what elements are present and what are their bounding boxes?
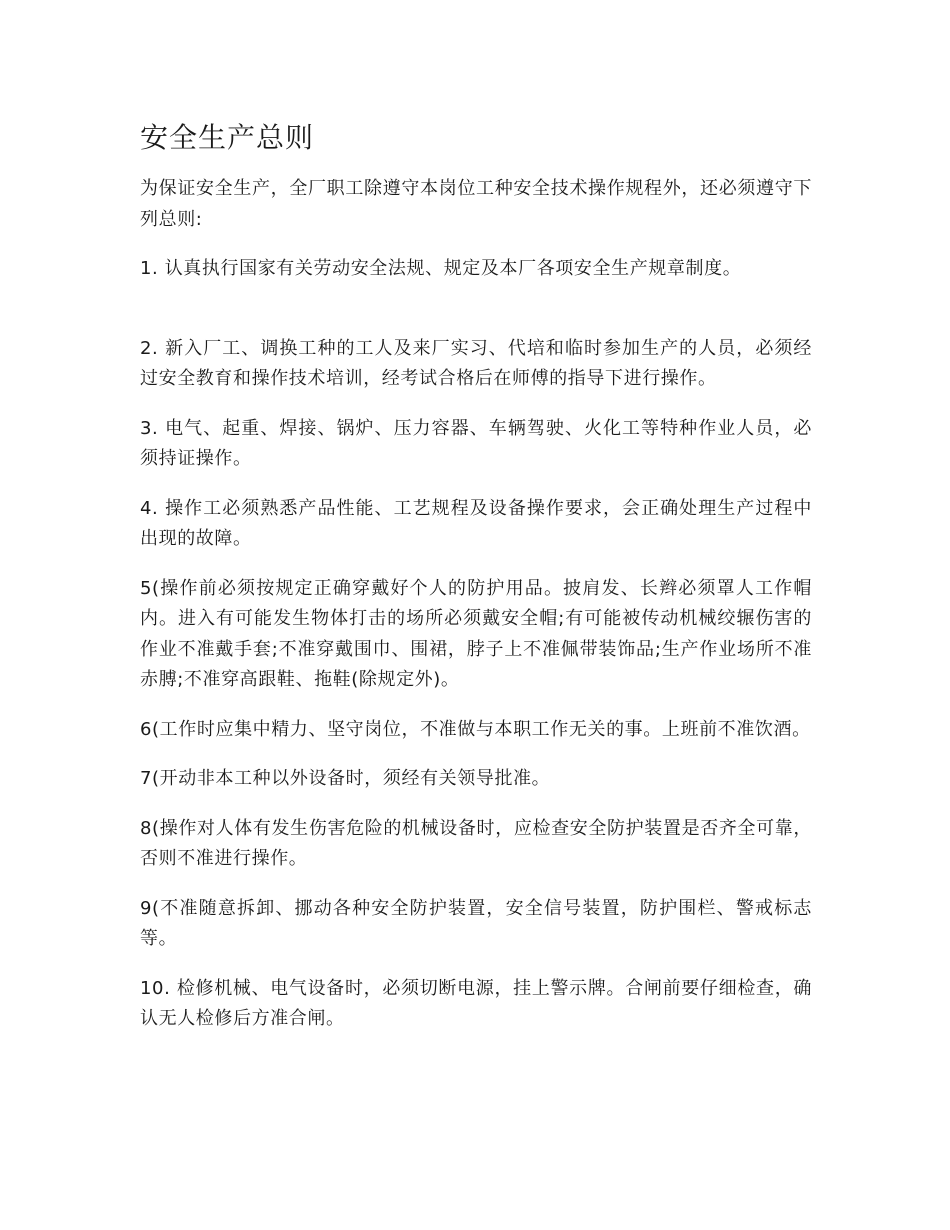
rule-item-6: 6(工作时应集中精力、坚守岗位，不准做与本职工作无关的事。上班前不准饮酒。 bbox=[140, 718, 811, 740]
rule-item-10: 10. 检修机械、电气设备时，必须切断电源，挂上警示牌。合闸前要仔细检查，确认无人检修后方准合闸。 bbox=[140, 977, 812, 1029]
intro-paragraph: 为保证安全生产，全厂职工除遵守本岗位工种安全技术操作规程外，还必须遵守下列总则: bbox=[140, 178, 812, 230]
rule-item-9: 9(不准随意拆卸、挪动各种安全防护装置，安全信号装置，防护围栏、警戒标志等。 bbox=[140, 897, 812, 949]
page-title: 安全生产总则 bbox=[140, 121, 315, 154]
rule-item-1: 1. 认真执行国家有关劳动安全法规、规定及本厂各项安全生产规章制度。 bbox=[140, 258, 742, 279]
document-page bbox=[140, 118, 812, 1035]
rule-item-4: 4. 操作工必须熟悉产品性能、工艺规程及设备操作要求，会正确处理生产过程中出现的故障。 bbox=[140, 497, 812, 549]
rule-item-2: 2. 新入厂工、调换工种的工人及来厂实习、代培和临时参加生产的人员，必须经过安全教育和操作技术培训，经考试合格后在师傅的指导下进行操作。 bbox=[140, 337, 812, 389]
rule-item-7: 7(开动非本工种以外设备时，须经有关领导批准。 bbox=[140, 768, 551, 789]
rule-item-3: 3. 电气、起重、焊接、锅炉、压力容器、车辆驾驶、火化工等特种作业人员，必须持证操作。 bbox=[140, 417, 812, 469]
rule-item-8: 8(操作对人体有发生伤害危险的机械设备时，应检查安全防护装置是否齐全可靠，否则不准进行操作。 bbox=[140, 817, 812, 869]
rule-item-5: 5(操作前必须按规定正确穿戴好个人的防护用品。披肩发、长辫必须罩人工作帽内。进入有可能发生物体打击的场所必须戴安全帽;有可能被传动机械绞辗伤害的作业不准戴手套;不准穿戴围巾、围裙，脖子上不准佩带装饰品;生产作业场所不准赤膊;不准穿高跟鞋、拖鞋(除规定外)。 bbox=[140, 577, 812, 690]
